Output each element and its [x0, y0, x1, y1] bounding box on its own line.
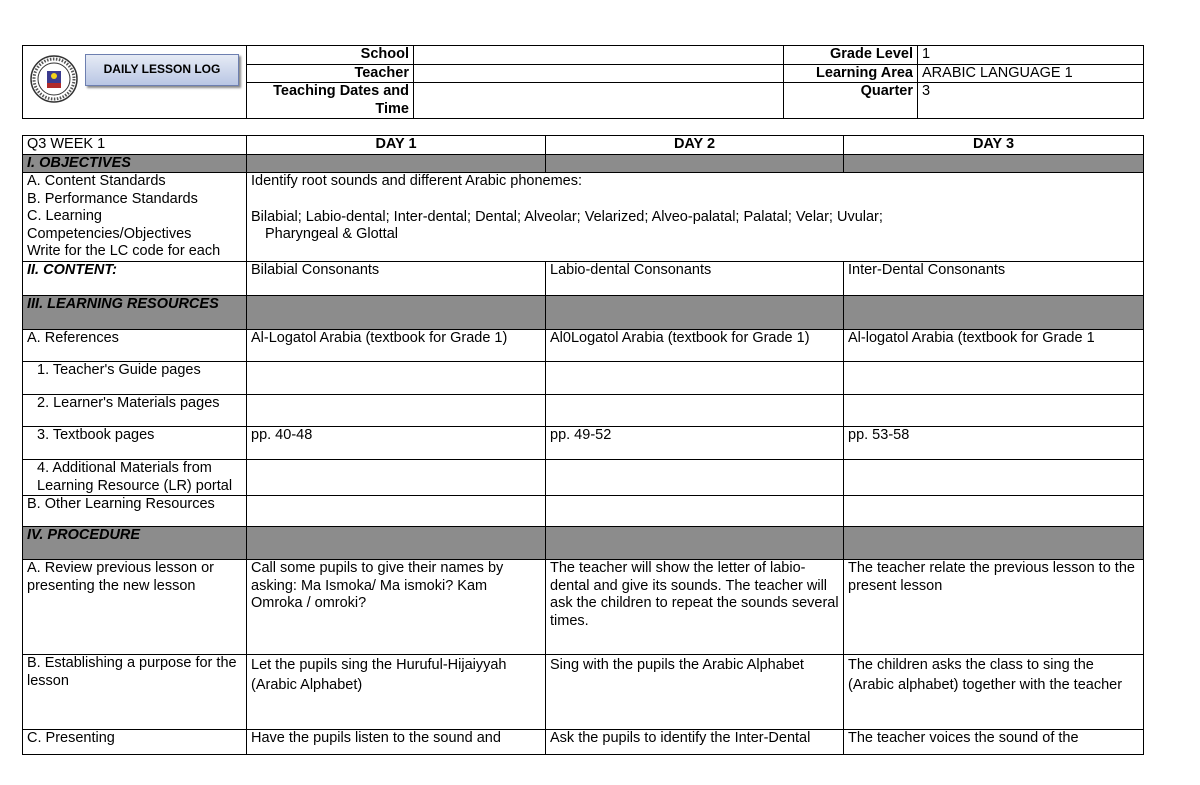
section-fill: [247, 527, 546, 560]
quarter-label: Quarter: [784, 83, 918, 119]
purpose-day-3[interactable]: The children asks the class to sing the (Arabic alphabet) together with the teacher: [844, 655, 1144, 730]
table-row: [23, 460, 1144, 496]
review-lesson-day-3[interactable]: The teacher relate the previous lesson to the present lesson: [844, 560, 1144, 655]
header-table: [22, 45, 1144, 119]
purpose-day-2[interactable]: Sing with the pupils the Arabic Alphabet: [546, 655, 844, 730]
school-label: School: [247, 46, 414, 65]
objectives-labels: [23, 173, 247, 262]
teachers-guide-label: 1. Teacher's Guide pages: [23, 362, 247, 395]
section-fill: [546, 154, 844, 173]
additional-materials-label: 4. Additional Materials from Learning Resource (LR) portal: [23, 460, 247, 496]
learning-area-label: Learning Area: [784, 64, 918, 83]
presenting-label: C. Presenting: [23, 730, 247, 755]
review-lesson-label: A. Review previous lesson or presenting the new lesson: [23, 560, 247, 655]
performance-standards-label: B. Performance Standards: [27, 190, 198, 207]
school-field[interactable]: [414, 46, 784, 65]
content-day-3[interactable]: Inter-Dental Consonants: [844, 262, 1144, 296]
textbook-pages-day-3[interactable]: pp. 53-58: [844, 427, 1144, 460]
additional-materials-day-1[interactable]: [247, 460, 546, 496]
table-header-row: [23, 136, 1144, 155]
textbook-pages-label: 3. Textbook pages: [23, 427, 247, 460]
presenting-day-2[interactable]: Ask the pupils to identify the Inter-Dental: [546, 730, 844, 755]
teaching-dates-label: Teaching Dates and Time: [247, 83, 414, 119]
content-title: II. CONTENT:: [23, 262, 247, 296]
content-day-2[interactable]: Labio-dental Consonants: [546, 262, 844, 296]
references-day-3[interactable]: Al-logatol Arabia (textbook for Grade 1: [844, 330, 1144, 362]
additional-materials-day-3[interactable]: [844, 460, 1144, 496]
deped-seal-icon: [29, 54, 79, 104]
lc-code-label: Write for the LC code for each: [27, 243, 221, 259]
section-fill: [844, 296, 1144, 330]
references-day-2[interactable]: Al0Logatol Arabia (textbook for Grade 1): [546, 330, 844, 362]
daily-lesson-log-badge: DAILY LESSON LOG: [85, 54, 239, 86]
procedure-section-row: [23, 527, 1144, 560]
references-day-1[interactable]: Al-Logatol Arabia (textbook for Grade 1): [247, 330, 546, 362]
objectives-line-3: Pharyngeal & Glottal: [265, 226, 398, 242]
section-fill: [247, 296, 546, 330]
table-row: [23, 362, 1144, 395]
table-row: [23, 427, 1144, 460]
table-row: [23, 730, 1144, 755]
lesson-log-table: [22, 135, 1144, 755]
section-fill: [546, 296, 844, 330]
purpose-label: B. Establishing a purpose for the lesson: [23, 655, 247, 730]
objectives-row: [23, 173, 1144, 262]
table-row: [23, 395, 1144, 427]
review-lesson-day-2[interactable]: The teacher will show the letter of labio-dental and give its sounds. The teacher will ask the children to repeat the sounds several times.: [546, 560, 844, 655]
presenting-day-1[interactable]: Have the pupils listen to the sound and: [247, 730, 546, 755]
other-resources-day-2[interactable]: [546, 496, 844, 527]
day-1-header: DAY 1: [247, 136, 546, 155]
learners-materials-day-1[interactable]: [247, 395, 546, 427]
table-row: [23, 330, 1144, 362]
learners-materials-label: 2. Learner's Materials pages: [23, 395, 247, 427]
table-row: [23, 560, 1144, 655]
section-fill: [546, 527, 844, 560]
section-fill: [247, 154, 546, 173]
references-label: A. References: [23, 330, 247, 362]
objectives-title: I. OBJECTIVES: [23, 154, 247, 173]
section-fill: [844, 527, 1144, 560]
quarter-field[interactable]: 3: [918, 83, 1144, 119]
other-resources-day-3[interactable]: [844, 496, 1144, 527]
other-resources-day-1[interactable]: [247, 496, 546, 527]
teachers-guide-day-3[interactable]: [844, 362, 1144, 395]
day-2-header: DAY 2: [546, 136, 844, 155]
week-label: Q3 WEEK 1: [23, 136, 247, 155]
resources-section-row: [23, 296, 1144, 330]
review-lesson-day-1[interactable]: Call some pupils to give their names by asking: Ma Ismoka/ Ma ismoki? Kam Omroka / omroki?: [247, 560, 546, 655]
teacher-field[interactable]: [414, 64, 784, 83]
grade-level-field[interactable]: 1: [918, 46, 1144, 65]
objectives-line-1: Identify root sounds and different Arabic phonemes:: [251, 173, 583, 189]
grade-level-label: Grade Level: [784, 46, 918, 65]
resources-title: III. LEARNING RESOURCES: [23, 296, 247, 330]
learning-competencies-label: C. Learning Competencies/Objectives: [27, 208, 192, 242]
textbook-pages-day-2[interactable]: pp. 49-52: [546, 427, 844, 460]
objectives-line-2: Bilabial; Labio-dental; Inter-dental; Dental; Alveolar; Velarized; Alveo-palatal; Palatal; Velar; Uvular;: [251, 208, 883, 225]
teacher-label: Teacher: [247, 64, 414, 83]
content-row: [23, 262, 1144, 296]
textbook-pages-day-1[interactable]: pp. 40-48: [247, 427, 546, 460]
learners-materials-day-3[interactable]: [844, 395, 1144, 427]
procedure-title: IV. PROCEDURE: [23, 527, 247, 560]
content-standards-label: A. Content Standards: [27, 173, 166, 189]
teachers-guide-day-1[interactable]: [247, 362, 546, 395]
presenting-day-3[interactable]: The teacher voices the sound of the: [844, 730, 1144, 755]
learning-area-field[interactable]: ARABIC LANGUAGE 1: [918, 64, 1144, 83]
table-row: [23, 655, 1144, 730]
section-fill: [844, 154, 1144, 173]
purpose-day-1[interactable]: Let the pupils sing the Huruful-Hijaiyyah (Arabic Alphabet): [247, 655, 546, 730]
header-logo-cell: [23, 46, 247, 119]
content-day-1[interactable]: Bilabial Consonants: [247, 262, 546, 296]
additional-materials-day-2[interactable]: [546, 460, 844, 496]
teaching-dates-field[interactable]: [414, 83, 784, 119]
other-resources-label: B. Other Learning Resources: [23, 496, 247, 527]
table-row: [23, 496, 1144, 527]
teachers-guide-day-2[interactable]: [546, 362, 844, 395]
learners-materials-day-2[interactable]: [546, 395, 844, 427]
day-3-header: DAY 3: [844, 136, 1144, 155]
objectives-section-row: [23, 154, 1144, 173]
objectives-content[interactable]: [247, 173, 1144, 262]
